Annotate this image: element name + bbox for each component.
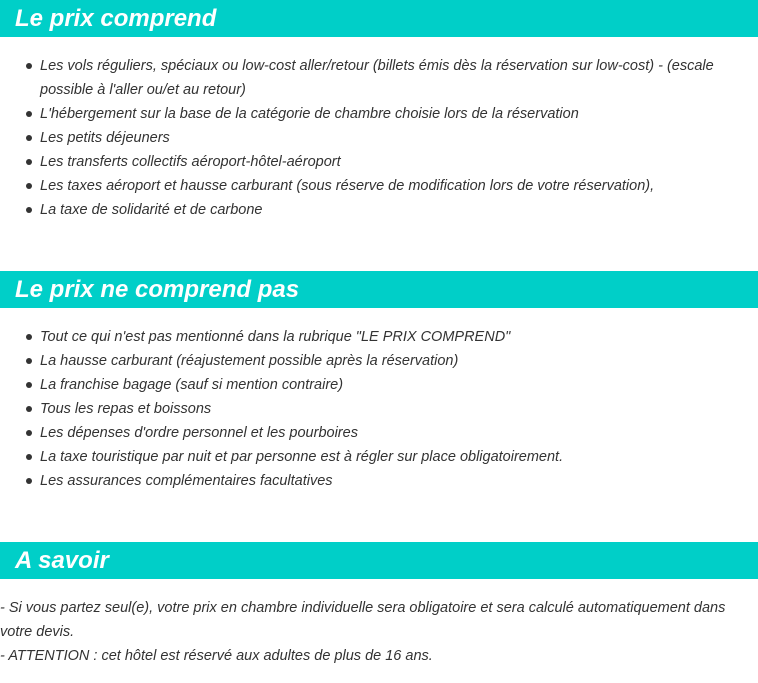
- section-price-includes: [0, 0, 758, 222]
- note-line: - Si vous partez seul(e), votre prix en chambre individuelle sera obligatoire et sera calculé automatiquement dans votre devis.: [0, 600, 726, 640]
- list-item: La franchise bagage (sauf si mention contraire): [0, 373, 758, 397]
- note-line: - ATTENTION : cet hôtel est réservé aux adultes de plus de 16 ans.: [0, 648, 433, 664]
- list-item: Tout ce qui n'est pas mentionné dans la rubrique "LE PRIX COMPREND": [0, 325, 758, 349]
- list-item: Tous les repas et boissons: [0, 397, 758, 421]
- list-item: Les transferts collectifs aéroport-hôtel-aéroport: [0, 150, 758, 174]
- list-item: Les taxes aéroport et hausse carburant (sous réserve de modification lors de votre réservation),: [0, 174, 758, 198]
- section-title-price-excludes: Le prix ne comprend pas: [0, 271, 758, 308]
- list-item: Les dépenses d'ordre personnel et les pourboires: [0, 421, 758, 445]
- list-item: Les petits déjeuners: [0, 126, 758, 150]
- notes-block: [0, 596, 758, 668]
- list-item: Les vols réguliers, spéciaux ou low-cost aller/retour (billets émis dès la réservation sur low-cost) - (escale possible à l'aller ou/et au retour): [0, 54, 758, 102]
- section-title-good-to-know: A savoir: [0, 542, 758, 579]
- list-item: L'hébergement sur la base de la catégorie de chambre choisie lors de la réservation: [0, 102, 758, 126]
- section-title-price-includes: Le prix comprend: [0, 0, 758, 37]
- list-item: La taxe touristique par nuit et par personne est à régler sur place obligatoirement.: [0, 445, 758, 469]
- included-list: [0, 54, 758, 222]
- list-item: La hausse carburant (réajustement possible après la réservation): [0, 349, 758, 373]
- list-item: Les assurances complémentaires facultatives: [0, 469, 758, 493]
- section-price-excludes: [0, 271, 758, 493]
- list-item: La taxe de solidarité et de carbone: [0, 198, 758, 222]
- excluded-list: [0, 325, 758, 493]
- section-good-to-know: [0, 542, 758, 668]
